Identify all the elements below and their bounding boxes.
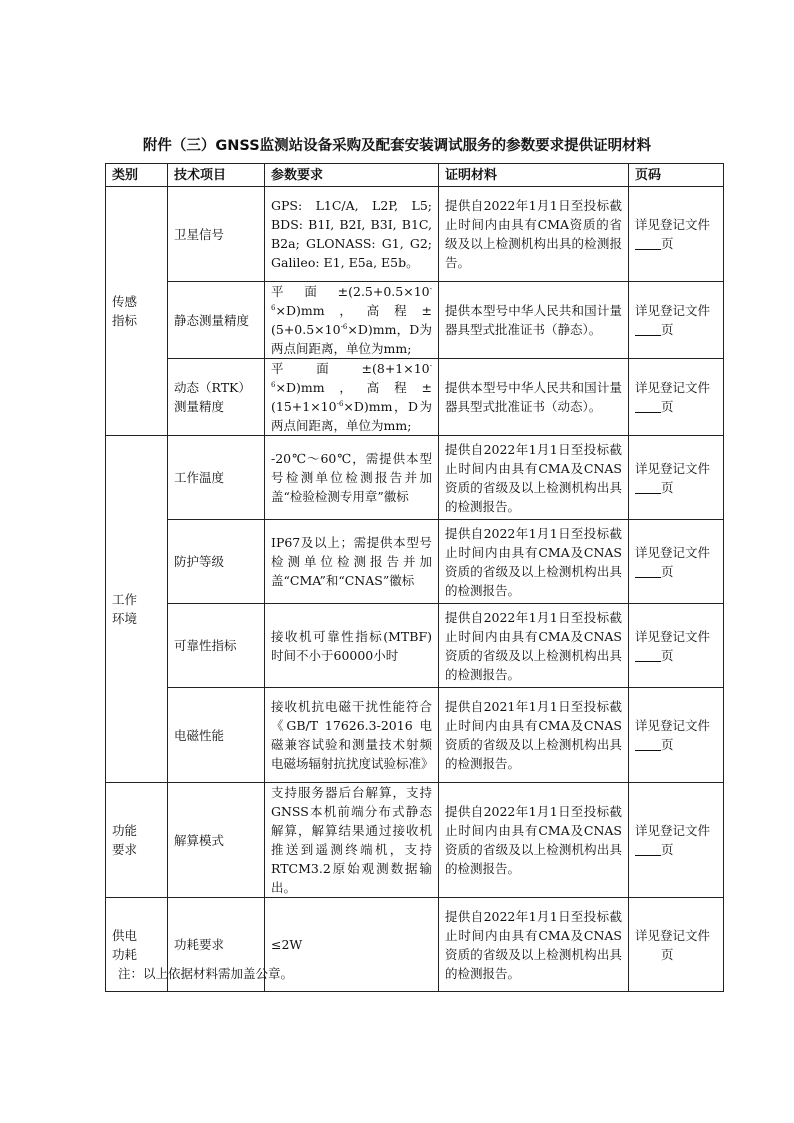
item-name: 卫星信号 bbox=[168, 187, 265, 282]
category-power: 供电 功耗 bbox=[106, 898, 168, 992]
page-title: 附件（三）GNSS监测站设备采购及配套安装调试服务的参数要求提供证明材料 bbox=[142, 138, 652, 154]
item-name: 静态测量精度 bbox=[168, 282, 265, 359]
header-proof: 证明材料 bbox=[439, 164, 629, 187]
page-blank bbox=[635, 564, 661, 578]
table-row bbox=[106, 604, 724, 688]
proof-text: 提供自2021年1月1日至投标截止时间内由具有CMA及CNAS资质的省级及以上检测机构出具的检测报告。 bbox=[439, 688, 629, 783]
item-name: 解算模式 bbox=[168, 783, 265, 898]
table-row bbox=[106, 436, 724, 520]
proof-text: 提供自2022年1月1日至投标截止时间内由具有CMA及CNAS资质的省级及以上检测机构出具的检测报告。 bbox=[439, 898, 629, 992]
item-name: 工作温度 bbox=[168, 436, 265, 520]
page-blank bbox=[635, 399, 661, 413]
table-row bbox=[106, 783, 724, 898]
category-function: 功能 要求 bbox=[106, 783, 168, 898]
proof-text: 提供本型号中华人民共和国计量器具型式批准证书（静态）。 bbox=[439, 282, 629, 359]
item-name: 功耗要求 bbox=[168, 898, 265, 992]
page-blank bbox=[635, 236, 661, 250]
page-ref: 详见登记文件 页 bbox=[629, 604, 724, 688]
requirement-text: 支持服务器后台解算，支持GNSS本机前端分布式静态解算，解算结果通过接收机推送到遥测终端机，支持RTCM3.2原始观测数据输出。 bbox=[265, 783, 439, 898]
table-row bbox=[106, 688, 724, 783]
page-ref: 详见登记文件 页 bbox=[629, 282, 724, 359]
table-row bbox=[106, 359, 724, 436]
requirement-text: 接收机抗电磁干扰性能符合《GB/T 17626.3-2016 电磁兼容试验和测量技术射频电磁场辐射抗扰度试验标准》 bbox=[265, 688, 439, 783]
page-ref: 详见登记文件 页 bbox=[629, 783, 724, 898]
requirement-text: -20℃～60℃，需提供本型号检测单位检测报告并加盖“检验检测专用章”徽标 bbox=[265, 436, 439, 520]
proof-text: 提供自2022年1月1日至投标截止时间内由具有CMA及CNAS资质的省级及以上检测机构出具的检测报告。 bbox=[439, 604, 629, 688]
header-category: 类别 bbox=[106, 164, 168, 187]
header-item: 技术项目 bbox=[168, 164, 265, 187]
proof-text: 提供本型号中华人民共和国计量器具型式批准证书（动态）。 bbox=[439, 359, 629, 436]
page-blank bbox=[635, 648, 661, 662]
page-ref: 详见登记文件 页 bbox=[629, 359, 724, 436]
proof-text: 提供自2022年1月1日至投标截止时间内由具有CMA及CNAS资质的省级及以上检测机构出具的检测报告。 bbox=[439, 436, 629, 520]
spec-table bbox=[105, 163, 724, 992]
page-ref: 详见登记文件 页 bbox=[629, 898, 724, 992]
footnote: 注：以上依据材料需加盖公章。 bbox=[118, 966, 294, 981]
item-name: 电磁性能 bbox=[168, 688, 265, 783]
requirement-text: 接收机可靠性指标(MTBF)时间不小于60000小时 bbox=[265, 604, 439, 688]
table-row bbox=[106, 520, 724, 604]
proof-text: 提供自2022年1月1日至投标截止时间内由具有CMA资质的省级及以上检测机构出具的检测报告。 bbox=[439, 187, 629, 282]
requirement-text: ≤2W bbox=[265, 898, 439, 992]
category-sensing: 传感 指标 bbox=[106, 187, 168, 436]
header-requirement: 参数要求 bbox=[265, 164, 439, 187]
requirement-text: GPS: L1C/A, L2P, L5; BDS: B1I, B2I, B3I, B1C, B2a; GLONASS: G1, G2; Galileo: E1, E5a, E5b。 bbox=[265, 187, 439, 282]
table-header-row bbox=[106, 164, 724, 187]
requirement-text: 平面$\pm(8+1\times 10^{-6}\times D)mm$，高程$\pm(15+1\times 10^{-6}\times D)mm$，D为两点间距离，单位为mm; bbox=[265, 359, 439, 436]
proof-text: 提供自2022年1月1日至投标截止时间内由具有CMA及CNAS资质的省级及以上检测机构出具的检测报告。 bbox=[439, 520, 629, 604]
proof-text: 提供自2022年1月1日至投标截止时间内由具有CMA及CNAS资质的省级及以上检测机构出具的检测报告。 bbox=[439, 783, 629, 898]
table-row bbox=[106, 187, 724, 282]
page-ref: 详见登记文件 页 bbox=[629, 688, 724, 783]
item-name: 动态（RTK）测量精度 bbox=[168, 359, 265, 436]
category-environment: 工作 环境 bbox=[106, 436, 168, 783]
page-ref: 详见登记文件 页 bbox=[629, 187, 724, 282]
page-ref: 详见登记文件 页 bbox=[629, 520, 724, 604]
page-blank bbox=[635, 322, 661, 336]
requirement-text: 平面$\pm(2.5+0.5\times 10^{-6}\times D)mm$，高程$\pm(5+0.5\times 10^{-6}\times D)mm$，D为两点间距离，单位为mm; bbox=[265, 282, 439, 359]
header-page: 页码 bbox=[629, 164, 724, 187]
page-blank bbox=[635, 737, 661, 751]
page-ref: 详见登记文件 页 bbox=[629, 436, 724, 520]
page-blank bbox=[635, 842, 661, 856]
table-row bbox=[106, 282, 724, 359]
requirement-text: IP67及以上；需提供本型号检测单位检测报告并加盖“CMA”和“CNAS”徽标 bbox=[265, 520, 439, 604]
page-blank bbox=[635, 480, 661, 494]
item-name: 防护等级 bbox=[168, 520, 265, 604]
item-name: 可靠性指标 bbox=[168, 604, 265, 688]
page-blank bbox=[635, 946, 661, 959]
